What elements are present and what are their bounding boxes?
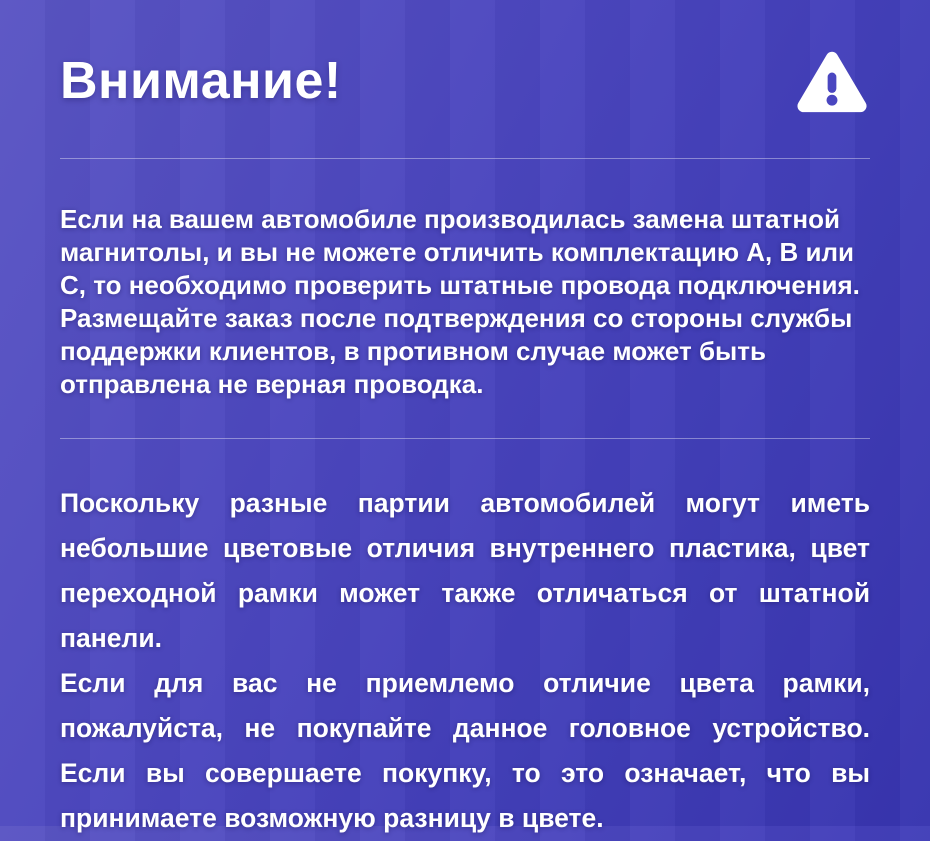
paragraph-order-confirmation: Размещайте заказ после подтверждения со стороны службы поддержки клиентов, в противном случае может быть отправлена не верная проводка.: [60, 303, 853, 399]
paragraph-purchase-acceptance: Если для вас не приемлемо отличие цвета рамки, пожалуйста, не покупайте данное головное устройство. Если вы совершаете покупку, то это означает, что вы принимаете возможную разницу в цвете.: [60, 668, 870, 833]
paragraph-color-difference: Поскольку разные партии автомобилей могут иметь небольшие цветовые отличия внутреннего пластика, цвет переходной рамки может также отличаться от штатной панели.: [60, 488, 870, 653]
section-color: [60, 481, 870, 841]
paragraph-wiring-warning: Если на вашем автомобиле производилась замена штатной магнитолы, и вы не можете отличить комплектацию A, B или C, то необходимо проверить штатные провода подключения.: [60, 204, 860, 300]
page-title: Внимание!: [60, 52, 342, 111]
section-wiring: [60, 203, 870, 401]
warning-triangle-icon: [794, 50, 870, 114]
divider: [60, 158, 870, 159]
divider: [60, 438, 870, 439]
notice-header: [60, 50, 870, 114]
